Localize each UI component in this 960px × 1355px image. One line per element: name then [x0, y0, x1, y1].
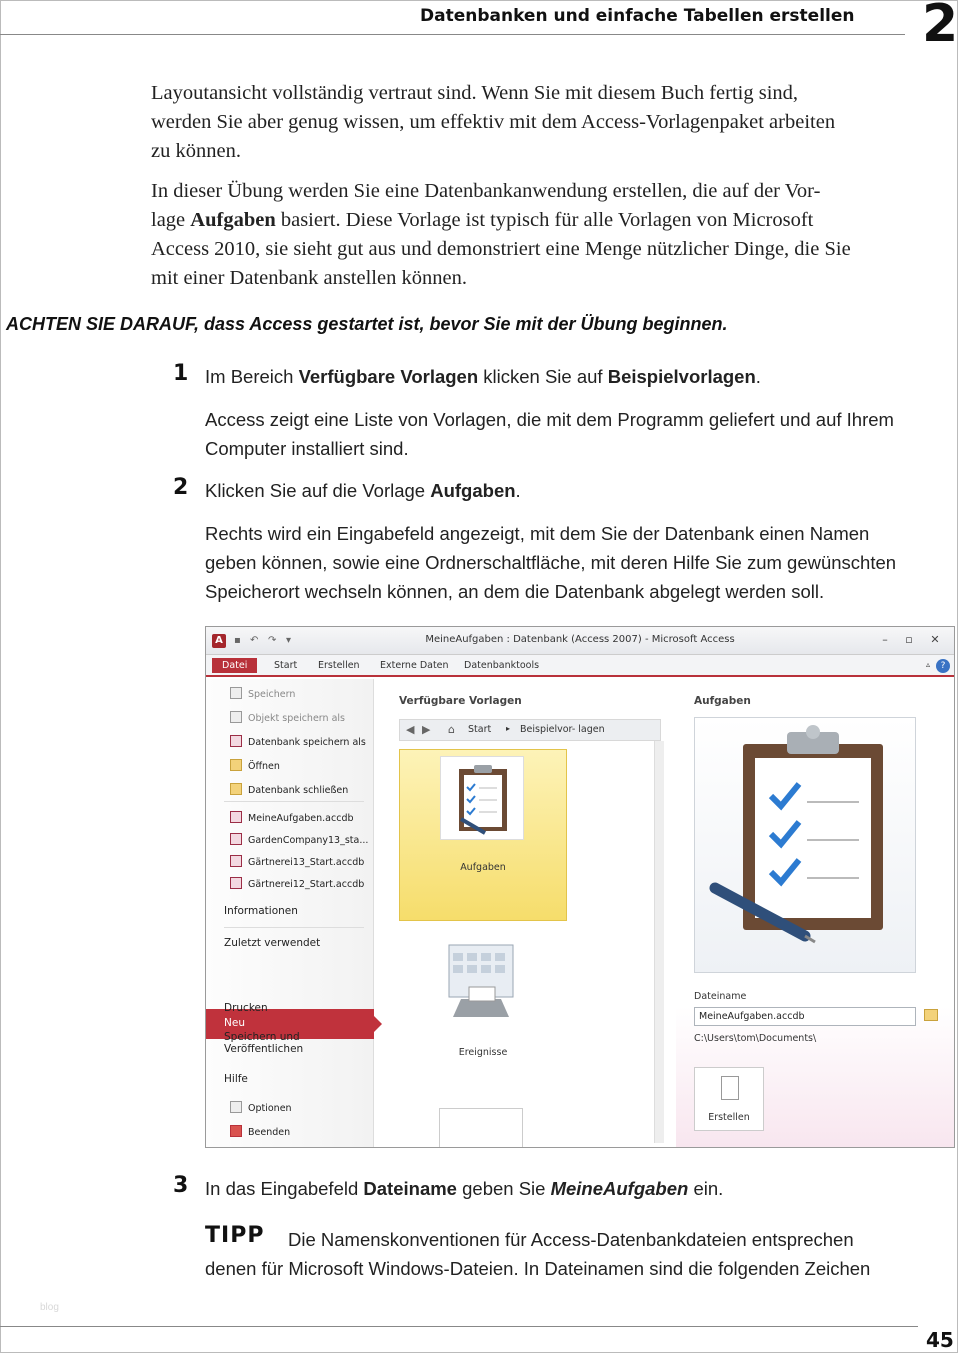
- menu-label: Beenden: [248, 1127, 291, 1138]
- selected-template-title: Aufgaben: [694, 695, 751, 707]
- step-instruction: [205, 362, 957, 391]
- access-screenshot: [205, 626, 955, 1148]
- bold-term: Aufgaben: [190, 209, 276, 231]
- forward-arrow-icon[interactable]: ▶: [422, 723, 431, 736]
- file-label: GardenCompany13_sta...: [248, 835, 369, 846]
- browse-folder-icon[interactable]: [924, 1009, 938, 1021]
- save-icon: [230, 687, 242, 699]
- text-run: klicken Sie auf: [478, 366, 608, 387]
- text-line: mit einer Datenbank anstellen können.: [151, 267, 467, 289]
- close-icon[interactable]: ✕: [930, 633, 940, 646]
- template-label: Ereignisse: [458, 1047, 508, 1058]
- menu-exit[interactable]: [230, 1125, 290, 1138]
- menu-recent[interactable]: Zuletzt verwendet: [224, 937, 321, 949]
- menu-save-object-as[interactable]: [230, 711, 345, 724]
- access-app-icon[interactable]: A: [212, 634, 226, 648]
- chapter-number: 2: [922, 0, 959, 54]
- bold-italic-term: MeineAufgaben: [550, 1178, 689, 1199]
- text-line: Layoutansicht vollständig vertraut sind. Wenn Sie mit diesem Buch fertig sind,: [151, 82, 799, 104]
- template-gallery: [394, 689, 664, 1147]
- menu-print[interactable]: Drucken: [224, 1002, 268, 1014]
- template-label: Aufgaben: [460, 862, 506, 873]
- page-number: 45: [926, 1328, 954, 1352]
- text-run: Im Bereich: [205, 366, 299, 387]
- filename-label: Dateiname: [694, 991, 747, 1002]
- text-run: In das Eingabefeld: [205, 1178, 364, 1199]
- document-icon: [439, 1108, 523, 1148]
- filename-input[interactable]: MeineAufgaben.accdb: [694, 1007, 916, 1026]
- recent-file[interactable]: [230, 811, 354, 824]
- customize-toolbar-icon[interactable]: ▾: [286, 635, 292, 646]
- step-instruction: [205, 476, 957, 505]
- clipboard-preview-icon: [695, 718, 917, 974]
- intro-paragraph: [151, 79, 956, 166]
- tip-line: denen für Microsoft Windows-Dateien. In Dateinamen sind die folgenden Zeichen: [205, 1258, 871, 1279]
- bold-term: Dateiname: [363, 1178, 457, 1199]
- folder-close-icon: [230, 783, 242, 795]
- undo-icon[interactable]: ↶: [250, 635, 259, 646]
- ribbon-tabs: [206, 655, 954, 677]
- create-label: Erstellen: [708, 1112, 750, 1123]
- save-icon[interactable]: ▪: [234, 635, 241, 646]
- breadcrumb-separator-icon: ▸: [506, 724, 511, 733]
- menu-label: Optionen: [248, 1103, 292, 1114]
- prerequisite-note: ACHTEN SIE DARAUF, dass Access gestartet ist, bevor Sie mit der Übung beginnen.: [6, 314, 728, 334]
- tab-datei[interactable]: Datei: [212, 658, 257, 673]
- minimize-icon[interactable]: –: [882, 633, 888, 646]
- home-icon[interactable]: ⌂: [448, 723, 455, 736]
- template-preview: [694, 717, 916, 973]
- template-details-pane: [676, 679, 954, 1147]
- menu-help[interactable]: Hilfe: [224, 1073, 248, 1085]
- file-label: Gärtnerei13_Start.accdb: [248, 857, 365, 868]
- backstage-menu: [206, 679, 374, 1147]
- menu-options[interactable]: [230, 1101, 292, 1114]
- exit-icon: [230, 1125, 242, 1137]
- menu-save-publish[interactable]: [224, 1031, 303, 1055]
- text-line: Speicherort wechseln können, an dem die Datenbank abgelegt werden soll.: [205, 581, 825, 602]
- folder-open-icon: [230, 759, 242, 771]
- menu-label: Veröffentlichen: [224, 1043, 304, 1055]
- breadcrumb-start[interactable]: Start: [468, 724, 492, 735]
- database-icon: [230, 735, 242, 747]
- text-run: Klicken Sie auf die Vorlage: [205, 480, 431, 501]
- menu-label: Objekt speichern als: [248, 713, 345, 724]
- text-line: Computer installiert sind.: [205, 438, 409, 459]
- create-button[interactable]: [694, 1067, 764, 1131]
- template-tile-ereignisse[interactable]: [399, 939, 567, 1059]
- watermark: blog: [40, 1302, 59, 1313]
- breadcrumb-sample-templates[interactable]: Beispielvor- lagen: [520, 724, 605, 735]
- file-label: Gärtnerei12_Start.accdb: [248, 879, 365, 890]
- text-run: .: [515, 480, 521, 501]
- text-line: werden Sie aber genug wissen, um effektiv mit dem Access-Vorlagenpaket arbeiten: [151, 111, 836, 133]
- database-file-icon: [230, 833, 242, 845]
- save-path: C:\Users\tom\Documents\: [694, 1033, 817, 1044]
- text-line: In dieser Übung werden Sie eine Datenbankanwendung erstellen, die auf der Vor-: [151, 180, 821, 202]
- step-explanation: [205, 405, 957, 463]
- gallery-scrollbar[interactable]: [654, 741, 664, 1143]
- running-head: Datenbanken und einfache Tabellen erstellen: [420, 6, 855, 26]
- menu-close-db[interactable]: [230, 783, 348, 796]
- database-file-icon: [230, 855, 242, 867]
- menu-save-db-as[interactable]: [230, 735, 366, 748]
- menu-info[interactable]: Informationen: [224, 905, 298, 917]
- step-number: 2: [173, 475, 189, 500]
- recent-file[interactable]: [230, 877, 364, 890]
- file-label: MeineAufgaben.accdb: [248, 813, 354, 824]
- recent-file[interactable]: [230, 833, 368, 846]
- bold-term: Verfügbare Vorlagen: [298, 366, 479, 387]
- text-line: Rechts wird ein Eingabefeld angezeigt, mit dem Sie der Datenbank einen Namen: [205, 523, 870, 544]
- text-run: basiert. Diese Vorlage ist typisch für alle Vorlagen von Microsoft: [275, 209, 814, 231]
- text-line: [151, 206, 956, 235]
- tab-externe-daten[interactable]: Externe Daten: [380, 660, 449, 671]
- calendar-icon: [439, 939, 523, 1023]
- redo-icon[interactable]: ↷: [268, 635, 277, 646]
- text-line: Access 2010, sie sieht gut aus und demonstriert eine Menge nützlicher Dinge, die Sie: [151, 238, 851, 260]
- clipboard-icon: [440, 756, 524, 840]
- back-arrow-icon[interactable]: ◀: [406, 723, 415, 736]
- menu-save[interactable]: [230, 687, 295, 700]
- menu-label: Datenbank speichern als: [248, 737, 366, 748]
- menu-label: Datenbank schließen: [248, 785, 349, 796]
- database-file-icon: [230, 877, 242, 889]
- ribbon-collapse-icon[interactable]: ▵: [925, 660, 930, 669]
- bold-term: Aufgaben: [430, 480, 516, 501]
- exercise-paragraph: [151, 177, 956, 293]
- new-document-icon: [721, 1076, 739, 1100]
- text-line: Access zeigt eine Liste von Vorlagen, die mit dem Programm geliefert und auf Ihrem: [205, 409, 894, 430]
- tab-start[interactable]: Start: [274, 660, 298, 671]
- template-tile-aufgaben[interactable]: [399, 749, 567, 921]
- menu-divider: [224, 927, 364, 928]
- save-as-icon: [230, 711, 242, 723]
- text-run: lage: [151, 209, 191, 231]
- recent-file[interactable]: [230, 855, 364, 868]
- tip-label: TIPP: [205, 1223, 265, 1248]
- tip-line: Die Namenskonventionen für Access-Datenbankdateien entsprechen: [288, 1229, 854, 1250]
- step-number: 3: [173, 1173, 189, 1198]
- menu-label: Speichern und: [224, 1031, 300, 1043]
- menu-label: Öffnen: [248, 761, 280, 772]
- options-icon: [230, 1101, 242, 1113]
- menu-divider: [224, 801, 364, 802]
- text-run: geben Sie: [456, 1178, 551, 1199]
- step-number: 1: [173, 361, 189, 386]
- text-line: zu können.: [151, 140, 241, 162]
- tab-datenbanktools[interactable]: Datenbanktools: [464, 660, 540, 671]
- menu-label: Speichern: [248, 689, 296, 700]
- text-line: geben können, sowie eine Ordnerschaltfläche, mit deren Hilfe Sie zum gewünschten: [205, 552, 897, 573]
- menu-open[interactable]: [230, 759, 280, 772]
- step-instruction: [205, 1174, 957, 1203]
- template-breadcrumb: [399, 719, 661, 741]
- template-tile-partial[interactable]: [399, 1104, 567, 1148]
- header-rule: [0, 34, 905, 35]
- text-run: ein.: [688, 1178, 724, 1199]
- text-run: .: [755, 366, 761, 387]
- database-file-icon: [230, 811, 242, 823]
- footer-rule: [0, 1326, 918, 1327]
- help-icon[interactable]: ?: [936, 659, 950, 673]
- maximize-icon[interactable]: ▫: [905, 633, 913, 646]
- bold-term: Beispielvorlagen: [607, 366, 756, 387]
- menu-label: Neu: [224, 1017, 245, 1029]
- available-templates-heading: Verfügbare Vorlagen: [399, 695, 522, 707]
- tab-erstellen[interactable]: Erstellen: [318, 660, 360, 671]
- window-titlebar: [206, 627, 954, 655]
- step-explanation: [205, 519, 957, 606]
- window-title: MeineAufgaben : Datenbank (Access 2007) - Microsoft Access: [425, 634, 735, 645]
